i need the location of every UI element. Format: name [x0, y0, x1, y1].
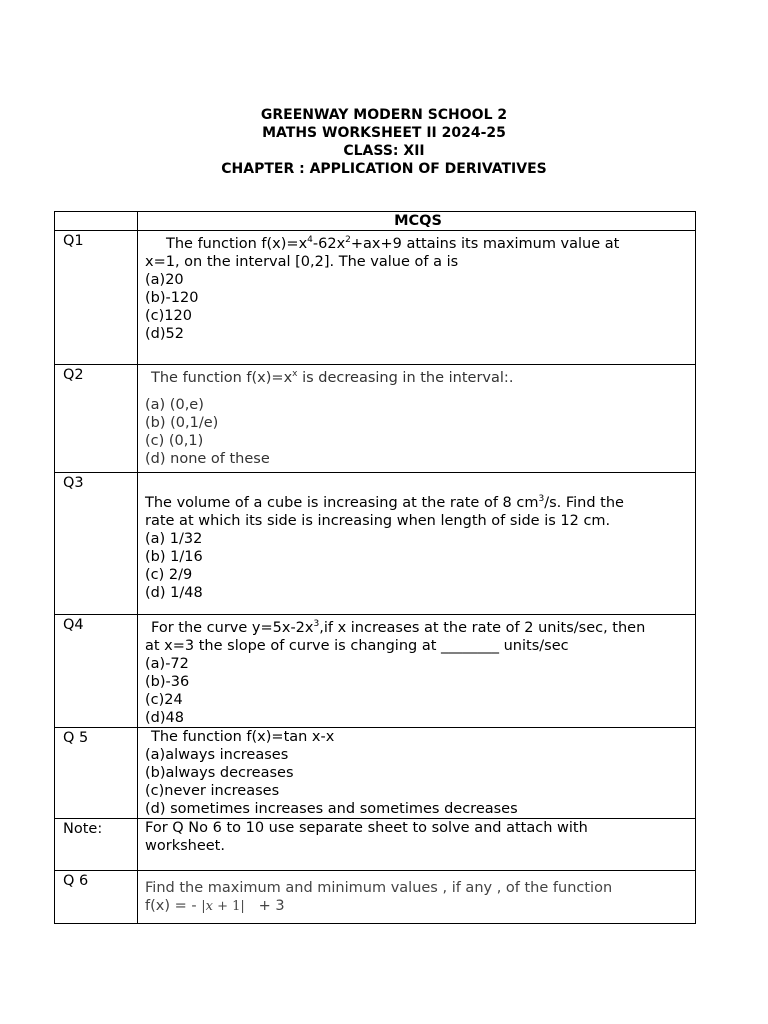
- text-part: -62x: [312, 235, 346, 252]
- option-d: (d)52: [145, 325, 184, 342]
- question-row-q2: [55, 365, 696, 473]
- note-row: [55, 818, 696, 870]
- option-c: (c)120: [145, 307, 192, 324]
- option-d: (d) 1/48: [145, 584, 203, 601]
- question-text-line2: x=1, on the interval [0,2]. The value of a is: [145, 253, 459, 270]
- math-variable: x: [205, 898, 213, 914]
- question-text-line2: at x=3 the slope of curve is changing at ________ units/sec: [145, 637, 569, 654]
- spacer: [145, 871, 691, 879]
- question-label: Q3: [55, 473, 138, 615]
- superscript: x: [292, 369, 298, 379]
- chapter-title: CHAPTER : APPLICATION OF DERIVATIVES: [221, 161, 547, 177]
- questions-table: [54, 211, 696, 924]
- option-b: (b)-120: [145, 289, 199, 306]
- superscript: 3: [538, 494, 545, 504]
- question-label: Q4: [55, 615, 138, 728]
- text-part: The function f(x)=x: [151, 369, 293, 386]
- spacer: [145, 387, 691, 396]
- option-a: (a) (0,e): [145, 396, 204, 413]
- note-label: Note:: [55, 818, 138, 870]
- abs-bar-left: |: [201, 898, 206, 914]
- text-part: /s. Find the: [544, 494, 624, 511]
- question-label: Q 5: [55, 727, 138, 818]
- option-a: (a)20: [145, 271, 184, 288]
- option-d: (d)48: [145, 709, 184, 726]
- option-d: (d) none of these: [145, 450, 270, 467]
- question-label: Q1: [55, 231, 138, 365]
- option-c: (c) 2/9: [145, 566, 193, 583]
- question-text: [145, 490, 691, 512]
- option-d: (d) sometimes increases and sometimes decreases: [145, 800, 518, 817]
- question-row-q6: [55, 870, 696, 923]
- option-a: (a)always increases: [145, 746, 289, 763]
- abs-bar-right: |: [240, 898, 245, 914]
- question-content: [138, 231, 696, 365]
- worksheet-title: MATHS WORKSHEET II 2024-25: [262, 125, 506, 141]
- text-part: + 3: [244, 897, 285, 914]
- spacer: [145, 473, 691, 490]
- question-text: Find the maximum and minimum values , if any , of the function: [145, 879, 613, 896]
- question-text-line2: [145, 897, 691, 916]
- question-row-q3: [55, 473, 696, 615]
- text-part: is decreasing in the interval:.: [297, 369, 514, 386]
- worksheet-header: [0, 106, 768, 178]
- superscript: 3: [313, 619, 320, 629]
- text-part: +ax+9 attains its maximum value at: [350, 235, 620, 252]
- text-part: For the curve y=5x-2x: [151, 619, 314, 636]
- text-part: ,if x increases at the rate of 2 units/sec, then: [319, 619, 646, 636]
- option-b: (b) (0,1/e): [145, 414, 219, 431]
- question-content: [138, 615, 696, 728]
- option-c: (c)24: [145, 691, 183, 708]
- table-header-row: [55, 212, 696, 231]
- option-a: (a) 1/32: [145, 530, 203, 547]
- note-content: [138, 818, 696, 870]
- question-row-q5: [55, 727, 696, 818]
- mcqs-heading: MCQS: [138, 212, 696, 231]
- option-c: (c) (0,1): [145, 432, 204, 449]
- option-b: (b) 1/16: [145, 548, 203, 565]
- question-label: Q 6: [55, 870, 138, 923]
- question-text: The function f(x)=tan x-x: [151, 728, 335, 745]
- note-text-line2: worksheet.: [145, 837, 225, 854]
- question-row-q1: [55, 231, 696, 365]
- text-part: The function f(x)=x: [166, 235, 308, 252]
- option-b: (b)always decreases: [145, 764, 294, 781]
- question-text: [145, 615, 691, 637]
- option-c: (c)never increases: [145, 782, 280, 799]
- superscript: 2: [345, 235, 351, 245]
- question-label: Q2: [55, 365, 138, 473]
- note-text-line1: For Q No 6 to 10 use separate sheet to solve and attach with: [145, 819, 588, 836]
- question-content: [138, 727, 696, 818]
- header-blank-cell: [55, 212, 138, 231]
- question-text: [145, 365, 691, 387]
- question-text: [145, 231, 691, 253]
- text-part: The volume of a cube is increasing at the rate of 8 cm: [145, 494, 539, 511]
- abs-expression: [201, 899, 245, 914]
- class-label: CLASS: XII: [343, 143, 425, 159]
- option-b: (b)-36: [145, 673, 190, 690]
- math-term: + 1: [212, 898, 241, 914]
- option-a: (a)-72: [145, 655, 189, 672]
- question-content: [138, 365, 696, 473]
- question-row-q4: [55, 615, 696, 728]
- text-part: f(x) = -: [145, 897, 202, 914]
- question-content: [138, 870, 696, 923]
- question-text-line2: rate at which its side is increasing when length of side is 12 cm.: [145, 512, 611, 529]
- school-name: GREENWAY MODERN SCHOOL 2: [260, 107, 508, 123]
- question-content: [138, 473, 696, 615]
- superscript: 4: [307, 235, 313, 245]
